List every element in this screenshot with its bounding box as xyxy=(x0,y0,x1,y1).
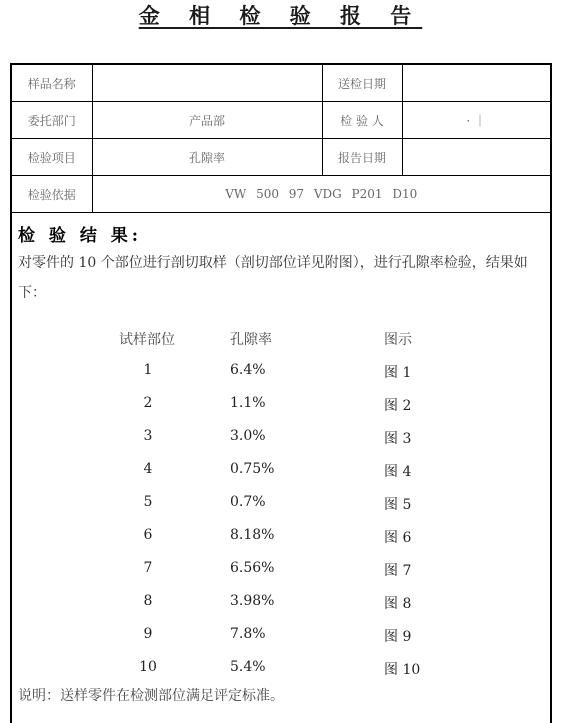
sample-name-value xyxy=(92,65,322,102)
report-title xyxy=(0,0,561,30)
porosity-cell: 6.4% xyxy=(230,362,266,378)
sample-part-cell: 9 xyxy=(143,626,153,642)
item-label: 检验项目 xyxy=(12,139,92,176)
figure-cell: 图 1 xyxy=(384,365,412,381)
figure-cell: 图 3 xyxy=(384,431,412,447)
result-row xyxy=(12,389,550,422)
sample-part-cell: 8 xyxy=(143,593,153,609)
report-title-text: 金 相 检 验 报 告 xyxy=(138,3,423,28)
sample-part-cell: 5 xyxy=(143,494,153,510)
info-row-item xyxy=(12,139,550,176)
dept-value: 产品部 xyxy=(92,102,322,139)
sample-part-cell: 4 xyxy=(143,461,153,477)
figure-cell: 图 7 xyxy=(384,563,412,579)
figure-cell: 图 8 xyxy=(384,596,412,612)
result-note: 说明：送样零件在检测部位满足评定标准。 xyxy=(18,688,284,704)
porosity-cell: 1.1% xyxy=(230,395,266,411)
col-header-figure: 图示 xyxy=(384,332,412,348)
result-row xyxy=(12,587,550,620)
figure-cell: 图 9 xyxy=(384,629,412,645)
figure-cell: 图 4 xyxy=(384,464,412,480)
sample-part-cell: 1 xyxy=(143,362,153,378)
info-row-basis xyxy=(12,176,550,213)
inspector-value: · ｜ xyxy=(402,102,550,139)
dept-label: 委托部门 xyxy=(12,102,92,139)
basis-value: VW 500 97 VDG P201 D10 xyxy=(92,176,550,213)
result-row xyxy=(12,521,550,554)
figure-cell: 图 10 xyxy=(384,662,421,678)
result-row xyxy=(12,455,550,488)
sample-part-cell: 10 xyxy=(139,659,157,675)
porosity-cell: 6.56% xyxy=(230,560,275,576)
item-value: 孔隙率 xyxy=(92,139,322,176)
result-row xyxy=(12,554,550,587)
report-date-value xyxy=(402,139,550,176)
report-sheet xyxy=(10,63,552,723)
sample-part-cell: 2 xyxy=(143,395,153,411)
send-date-value xyxy=(402,65,550,102)
info-row-dept xyxy=(12,102,550,139)
result-description: 对零件的 10 个部位进行剖切取样（剖切部位详见附图），进行孔隙率检验，结果如下： xyxy=(18,255,528,301)
result-row xyxy=(12,488,550,521)
porosity-cell: 7.8% xyxy=(230,626,266,642)
figure-cell: 图 6 xyxy=(384,530,412,546)
results-table xyxy=(12,323,550,686)
sample-part-cell: 6 xyxy=(143,527,153,543)
porosity-cell: 3.98% xyxy=(230,593,275,609)
col-header-porosity: 孔隙率 xyxy=(230,332,272,348)
result-heading: 检 验 结 果: xyxy=(18,226,143,246)
results-header xyxy=(12,323,550,356)
porosity-cell: 0.7% xyxy=(230,494,266,510)
send-date-label: 送检日期 xyxy=(322,65,402,102)
inspector-label: 检 验 人 xyxy=(322,102,402,139)
result-row xyxy=(12,356,550,389)
basis-label: 检验依据 xyxy=(12,176,92,213)
figure-cell: 图 5 xyxy=(384,497,412,513)
porosity-cell: 5.4% xyxy=(230,659,266,675)
porosity-cell: 0.75% xyxy=(230,461,275,477)
sample-part-cell: 3 xyxy=(143,428,153,444)
report-date-label: 报告日期 xyxy=(322,139,402,176)
figure-cell: 图 2 xyxy=(384,398,412,414)
result-row xyxy=(12,653,550,686)
result-row xyxy=(12,620,550,653)
sample-part-cell: 7 xyxy=(143,560,153,576)
result-section xyxy=(12,221,550,308)
porosity-cell: 3.0% xyxy=(230,428,266,444)
info-table xyxy=(12,65,550,213)
result-row xyxy=(12,422,550,455)
sample-name-label: 样品名称 xyxy=(12,65,92,102)
porosity-cell: 8.18% xyxy=(230,527,275,543)
col-header-part: 试样部位 xyxy=(119,332,175,348)
info-row-sample xyxy=(12,65,550,102)
